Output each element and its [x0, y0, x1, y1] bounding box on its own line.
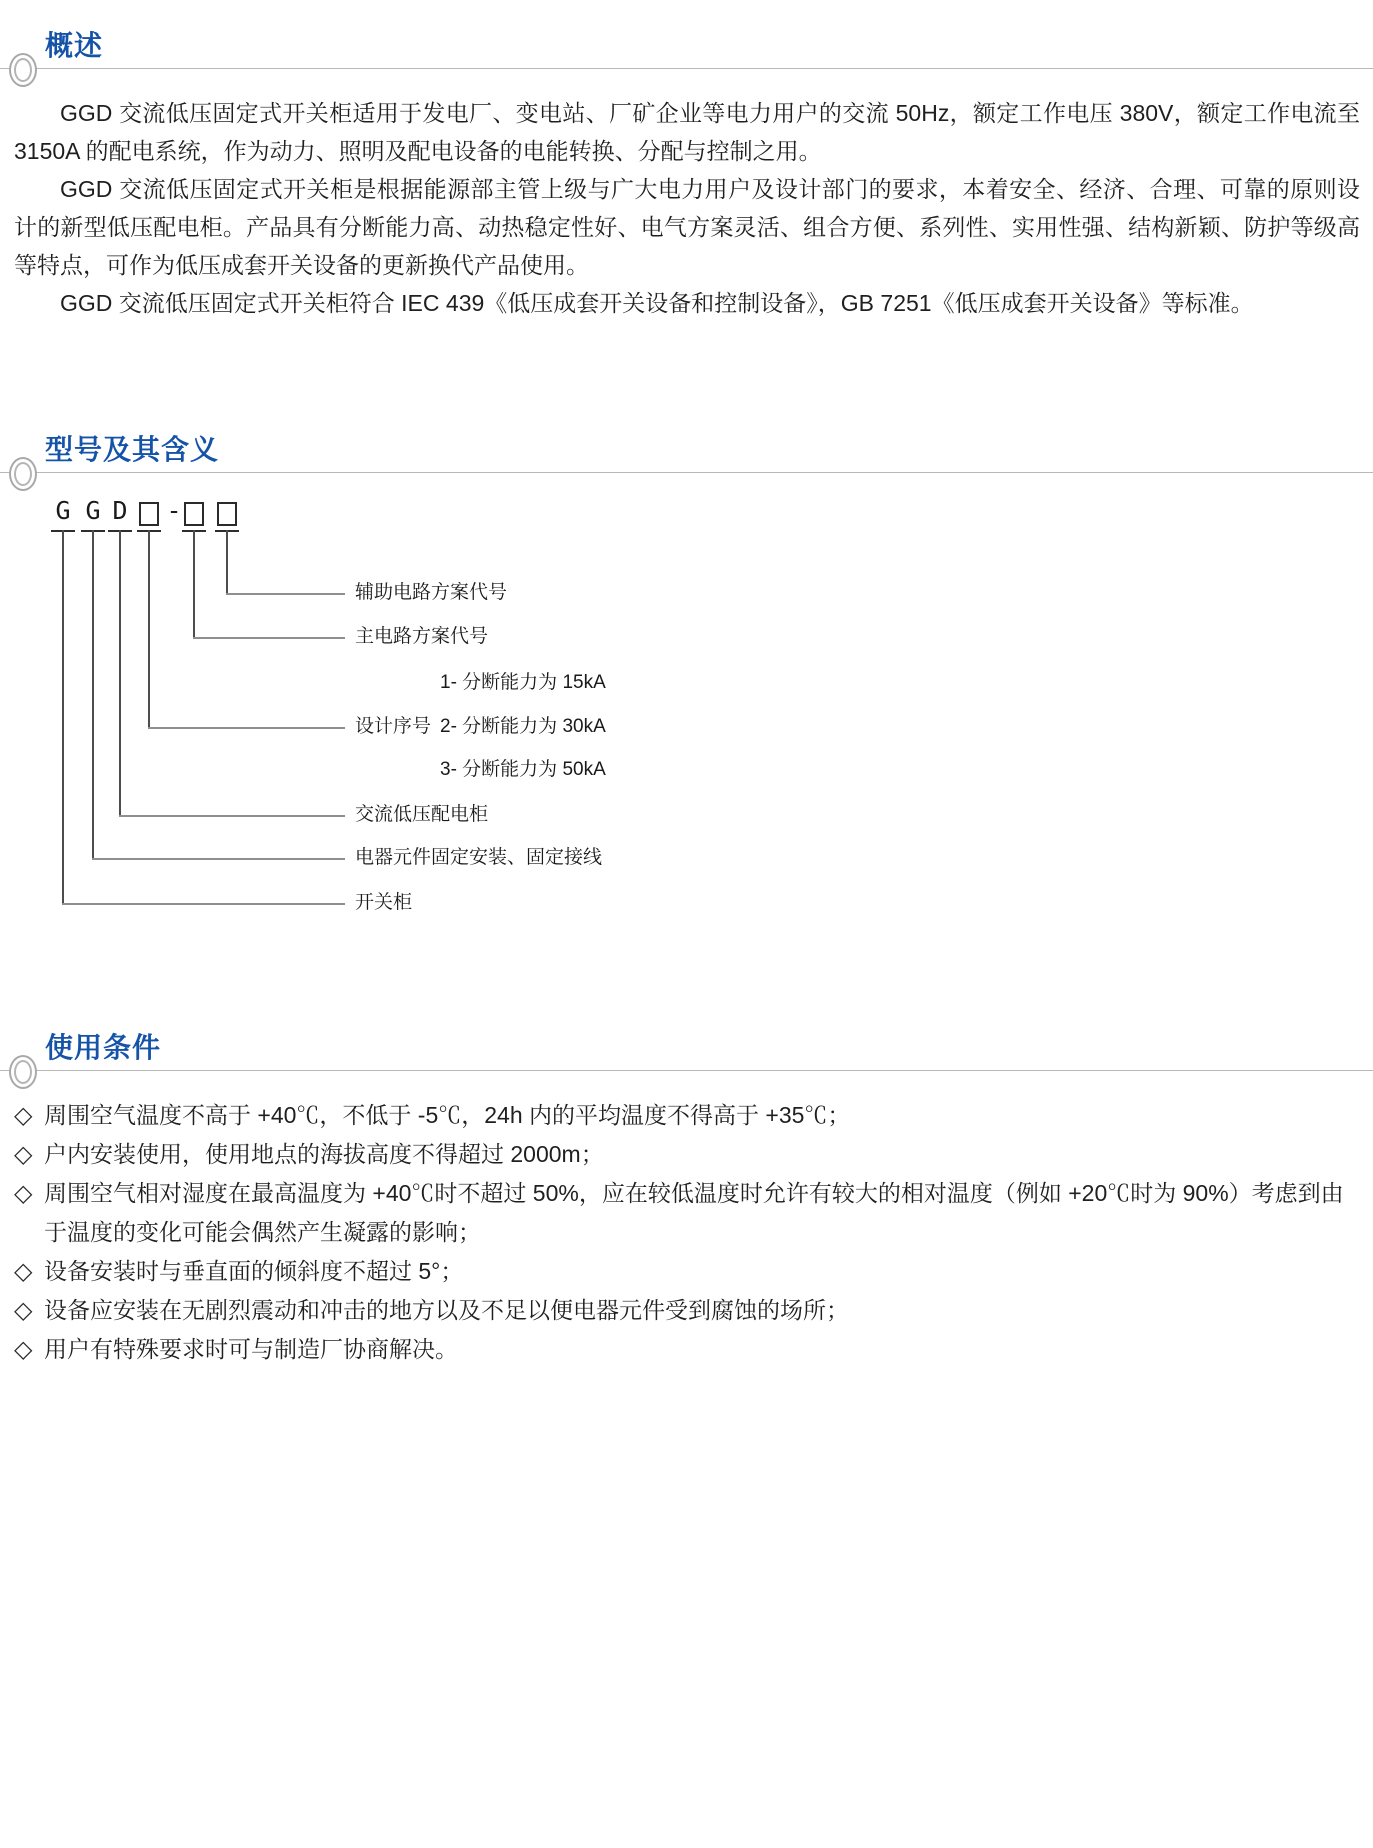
diamond-bullet-icon: ◇	[14, 1336, 33, 1363]
diagram-line	[226, 530, 228, 595]
overview-title: 概述	[45, 30, 104, 61]
label-switchgear: 开关柜	[355, 892, 413, 913]
diagram-leader	[148, 727, 345, 729]
diagram-line	[193, 530, 195, 639]
label-main-circuit: 主电路方案代号	[355, 626, 489, 647]
diamond-bullet-icon: ◇	[14, 1258, 33, 1285]
condition-text: 周围空气温度不高于 +40℃，不低于 -5℃，24h 内的平均温度不得高于 +35℃；	[44, 1102, 851, 1128]
label-breaking-30ka: 2- 分断能力为 30kA	[440, 716, 606, 737]
diamond-bullet-icon: ◇	[14, 1102, 33, 1129]
diamond-bullet-icon: ◇	[14, 1141, 33, 1168]
overview-paragraph: GGD 交流低压固定式开关柜适用于发电厂、变电站、厂矿企业等电力用户的交流 50Hz，额定工作电压 380V，额定工作电流至 3150A 的配电系统，作为动力、照明及配电设备的电能转换、分配与控制之用。	[14, 100, 1360, 164]
diagram-leader	[119, 815, 345, 817]
ring-icon	[9, 53, 37, 87]
model-section-header	[0, 432, 1373, 473]
list-item	[14, 1174, 1360, 1252]
model-code-letter: G	[55, 496, 71, 525]
list-item	[14, 1291, 1360, 1330]
label-breaking-15ka: 1- 分断能力为 15kA	[440, 672, 606, 693]
condition-text: 设备应安装在无剧烈震动和冲击的地方以及不足以便电器元件受到腐蚀的场所；	[44, 1297, 849, 1323]
diagram-leader	[62, 903, 345, 905]
diamond-bullet-icon: ◇	[14, 1180, 33, 1207]
label-aux-circuit: 辅助电路方案代号	[355, 582, 508, 603]
list-item	[14, 1330, 1360, 1369]
label-design-serial: 设计序号	[355, 716, 432, 737]
condition-text: 用户有特殊要求时可与制造厂协商解决。	[44, 1336, 458, 1362]
label-breaking-50ka: 3- 分断能力为 50kA	[440, 759, 606, 780]
list-item	[14, 1135, 1360, 1174]
model-code-box	[184, 502, 204, 526]
diagram-leader	[226, 593, 345, 595]
list-item	[14, 1096, 1360, 1135]
model-code-box	[139, 502, 159, 526]
model-code-letter: D	[112, 496, 128, 525]
list-item	[14, 1252, 1360, 1291]
diagram-leader	[92, 858, 345, 860]
conditions-list	[14, 1096, 1360, 1369]
condition-text: 周围空气相对湿度在最高温度为 +40℃时不超过 50%，应在较低温度时允许有较大的相对温度（例如 +20℃时为 90%）考虑到由于温度的变化可能会偶然产生凝露的影响；	[44, 1180, 1344, 1245]
model-title: 型号及其含义	[45, 434, 220, 465]
model-code-diagram	[0, 490, 1373, 940]
overview-paragraph: GGD 交流低压固定式开关柜是根据能源部主管上级与广大电力用户及设计部门的要求，本着安全、经济、合理、可靠的原则设计的新型低压配电柜。产品具有分断能力高、动热稳定性好、电气方案灵活、组合方便、系列性、实用性强、结构新颖、防护等级高等特点，可作为低压成套开关设备的更新换代产品使用。	[14, 176, 1360, 278]
model-code-separator: -	[166, 496, 182, 525]
diagram-line	[62, 530, 64, 905]
conditions-title: 使用条件	[45, 1032, 162, 1063]
diagram-line	[119, 530, 121, 817]
label-fixed-mount: 电器元件固定安装、固定接线	[355, 847, 603, 868]
ring-icon	[9, 1055, 37, 1089]
diagram-leader	[193, 637, 345, 639]
model-code-letter: G	[85, 496, 101, 525]
condition-text: 户内安装使用，使用地点的海拔高度不得超过 2000m；	[44, 1141, 604, 1167]
overview-paragraph: GGD 交流低压固定式开关柜符合 IEC 439《低压成套开关设备和控制设备》，GB 7251《低压成套开关设备》等标准。	[60, 290, 1254, 316]
overview-paragraphs	[14, 94, 1360, 322]
diagram-line	[148, 530, 150, 729]
condition-text: 设备安装时与垂直面的倾斜度不超过 5°；	[44, 1258, 464, 1284]
overview-section-header	[0, 28, 1373, 69]
conditions-section-header	[0, 1030, 1373, 1071]
diamond-bullet-icon: ◇	[14, 1297, 33, 1324]
ring-icon	[9, 457, 37, 491]
diagram-line	[92, 530, 94, 860]
model-code-box	[217, 502, 237, 526]
label-ac-lv-cabinet: 交流低压配电柜	[355, 804, 489, 825]
